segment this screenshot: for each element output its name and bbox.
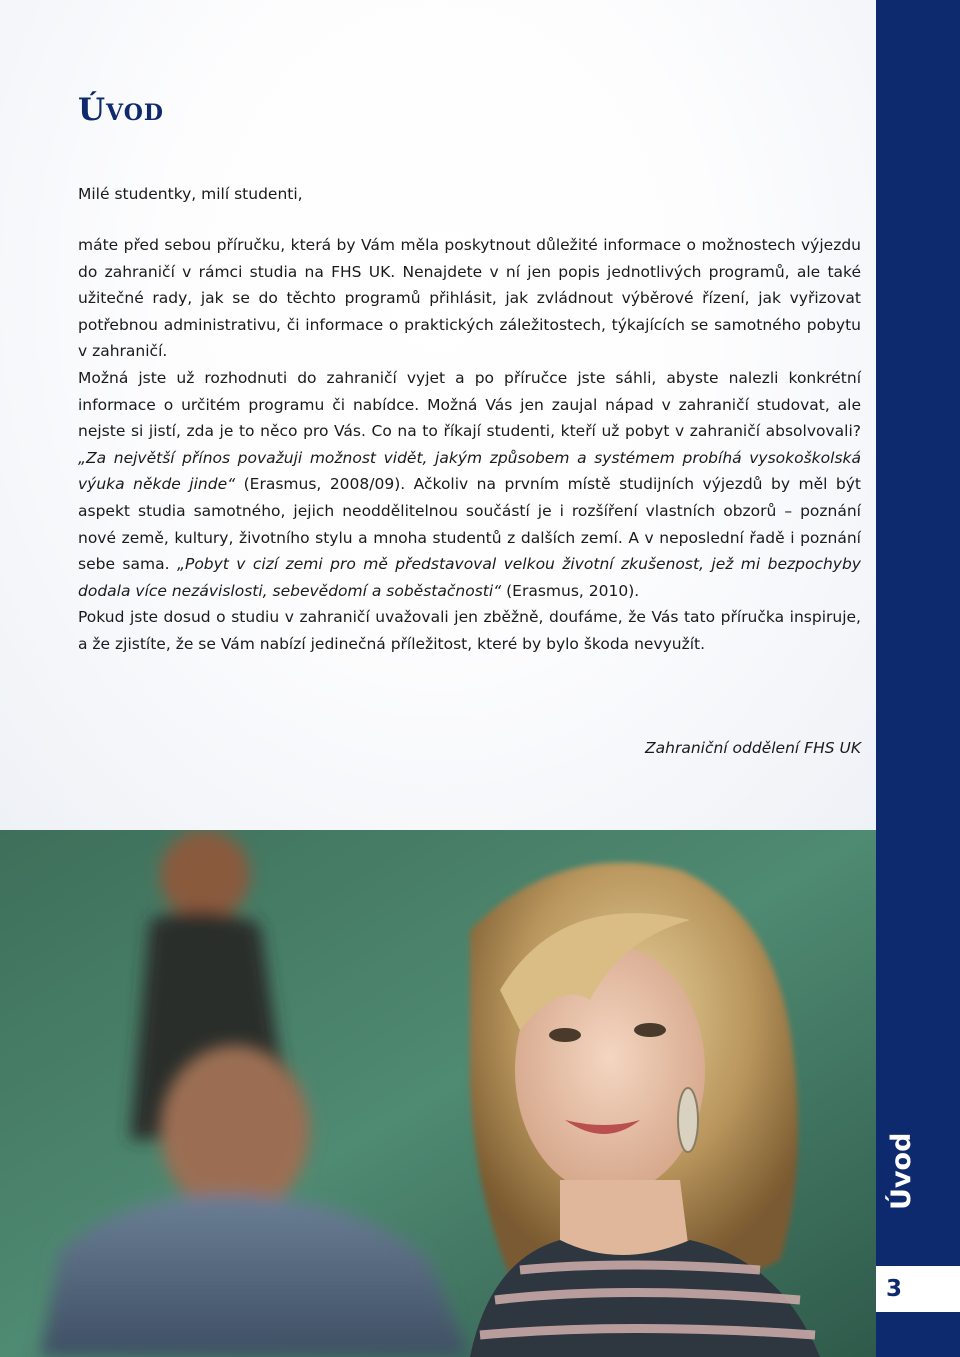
paragraph-intro: máte před sebou příručku, která by Vám měla poskytnout důležité informace o možnostech výjezdu do zahraničí v rámci studia na FHS UK. Nenajdete v ní jen popis jednotlivých programů, ale také užitečné rady, jak se do těchto programů přihlásit, jak zvládnout výběrové řízení, jak vyřizovat potřebnou administrativu, či informace o praktických záležitostech, týkajících se samotného pobytu v zahraničí.	[78, 236, 861, 361]
paragraph-quotes	[78, 365, 861, 604]
page-number: 3	[876, 1266, 960, 1312]
paragraph-text: (Erasmus, 2008/09). Ačkoliv na prvním místě studijních výjezdů by měl být aspekt studia samotného, jejich neoddělitelnou součástí je i rozšíření vlastních obzorů – poznání nové země, kultury, životního stylu a mnoha studentů z dalších zemí. A v neposlední řadě i poznání sebe sama.	[78, 475, 861, 574]
paragraph-closing: Pokud jste dosud o studiu v zahraničí uvažovali jen zběžně, doufáme, že Vás tato příručka inspiruje, a že zjistíte, že se Vám nabízí jedinečná příležitost, které by bylo škoda nevyužít.	[78, 608, 861, 653]
section-label: Úvod	[886, 1132, 917, 1210]
student-photo	[0, 830, 876, 1357]
signature: Zahraniční oddělení FHS UK	[645, 739, 861, 757]
page-title: Úvod	[78, 92, 164, 128]
student-quote: „Pobyt v cizí zemi pro mě představoval velkou životní zkušenost, jež mi bezpochyby dodala více nezávislosti, sebevědomí a soběstačnosti“	[78, 555, 861, 600]
paragraph-text: (Erasmus, 2010).	[501, 581, 640, 600]
student-quote: „Za největší přínos považuji možnost vidět, jakým způsobem a systémem probíhá vysokoškolská výuka někde jinde“	[78, 448, 861, 494]
paragraph-text: Možná jste už rozhodnuti do zahraničí vyjet a po příručce jste sáhli, abyste nalezli konkrétní informace o určitém programu či nabídce. Možná Vás jen zaujal nápad v zahraničí studovat, ale nejste si jistí, zda je to něco pro Vás. Co na to říkají studenti, kteří už pobyt v zahraničí absolvovali?	[78, 368, 861, 441]
letter-body	[78, 232, 861, 658]
salutation: Milé studentky, milí studenti,	[78, 185, 303, 203]
